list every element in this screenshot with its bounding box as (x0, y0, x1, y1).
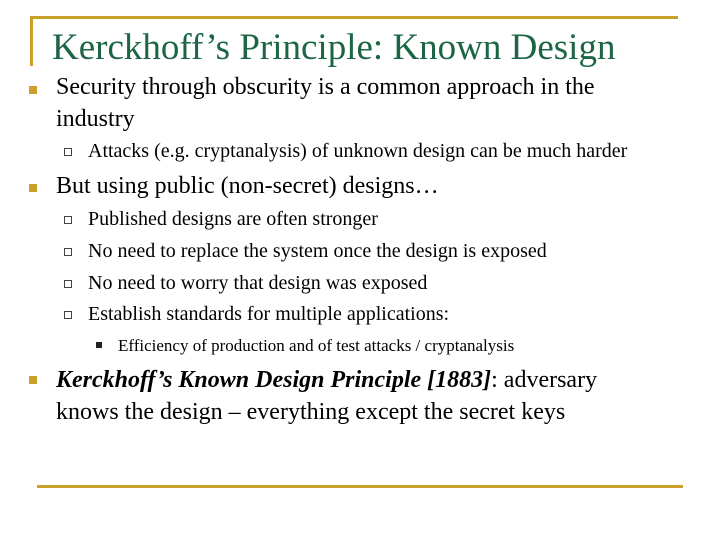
bullet-text: But using public (non-secret) designs… (56, 173, 439, 199)
hollow-square-icon (64, 248, 72, 256)
title-rule-left (30, 16, 33, 66)
hollow-square-icon (64, 311, 72, 319)
bullet-text: Security through obscurity is a common approach in the (56, 74, 595, 100)
hollow-square-icon (64, 280, 72, 288)
bullet-square-icon (29, 86, 37, 94)
sub-bullet-text: Attacks (e.g. cryptanalysis) of unknown design can be much harder (88, 140, 628, 162)
bullet-square-icon (29, 376, 37, 384)
sub-bullet-text: Establish standards for multiple applications: (88, 303, 450, 325)
bottom-rule (37, 485, 683, 488)
small-square-icon (96, 342, 102, 348)
page-title: Kerckhoff’s Principle: Known Design (52, 27, 616, 68)
principle-rest: : adversary (491, 367, 598, 393)
sub-bullet-text: Published designs are often stronger (88, 208, 378, 230)
bullet-text: industry (56, 106, 135, 132)
sub-bullet-text: No need to replace the system once the design is exposed (88, 240, 547, 262)
bullet-text: knows the design – everything except the secret keys (56, 399, 566, 425)
sub-sub-bullet-text: Efficiency of production and of test attacks / cryptanalysis (118, 336, 515, 355)
hollow-square-icon (64, 148, 72, 156)
bullet-text (56, 364, 597, 396)
title-rule-top (30, 16, 678, 19)
sub-bullet-text: No need to worry that design was exposed (88, 272, 428, 294)
hollow-square-icon (64, 216, 72, 224)
bullet-square-icon (29, 184, 37, 192)
principle-emphasis: Kerckhoff’s Known Design Principle [1883] (56, 367, 492, 393)
